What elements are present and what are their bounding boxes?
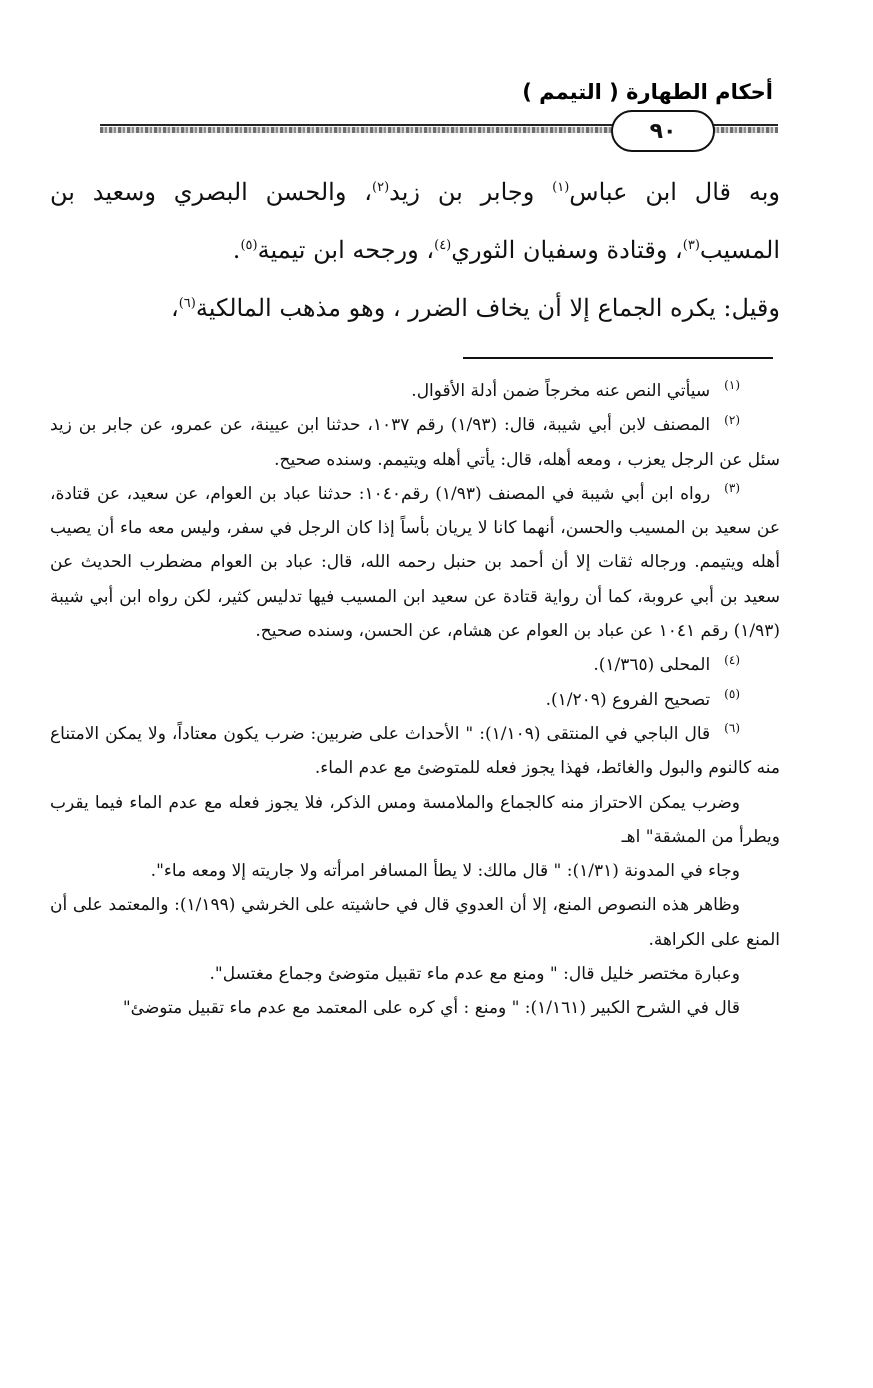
footnote-ref: (٦) <box>178 296 196 311</box>
footnote-text: المحلى (١/٣٦٥). <box>593 655 711 676</box>
footnote-text: قال الباجي في المنتقى (١/١٠٩): " الأحداث على ضربين: ضرب يكون معتاداً، ولا يمكن الامتناع منه كالنوم والبول والغائط، فهذا يجوز فعله للمتوضئ مع عدم الماء. <box>50 723 780 779</box>
footnote <box>50 408 780 477</box>
footnote <box>50 683 780 717</box>
footnote-ref: (٢) <box>372 180 390 195</box>
footnote-continuation: وجاء في المدونة (١/٣١): " قال مالك: لا يطأ المسافر امرأته ولا جاريته إلا ومعه ماء". <box>150 861 740 882</box>
footnote <box>50 648 780 682</box>
footnote-ref: (٤) <box>434 238 452 253</box>
text-run: ، والحسن البصري وسعيد بن المسيب <box>50 178 780 264</box>
footnote-text: تصحيح الفروع (١/٢٠٩). <box>545 689 711 710</box>
footnote-separator <box>463 357 773 359</box>
text-run: ، وقتادة وسفيان الثوري <box>451 236 683 264</box>
footnote-number: (٣) <box>724 481 740 496</box>
text-run: ، ورجحه ابن تيمية <box>257 236 435 264</box>
footnote-text: سيأتي النص عنه مخرجاً ضمن أدلة الأقوال. <box>411 381 711 401</box>
footnote-ref: (٣) <box>682 238 700 253</box>
footnote <box>50 374 780 408</box>
text-run: وجابر بن زيد <box>389 178 553 206</box>
text-run: . <box>232 236 241 264</box>
footnote-number: (٤) <box>724 652 740 667</box>
text-run: ، <box>170 294 179 322</box>
footnote-text: رواه ابن أبي شيبة في المصنف (١/٩٣) رقم١٠٤٠: حدثنا عباد بن العوام، عن سعيد، عن قتادة، عن سعيد بن المسيب والحسن، أنهما كانا لا يريان بأساً إذا كان الرجل في سفر، وليس معه ماء أن يصيب أهله ويتيمم. ورجاله ثقات إلا أن أحمد بن حنبل رحمه الله، قال: عباد بن العوام مضطرب الحديث عن سعيد بن أبي عروبة، كما أن رواية قتادة عن سعيد ابن المسيب فيها تدليس كثير، لكن رواه ابن أبي شيبة (١/٩٣) رقم ١٠٤١ عن عباد بن العوام عن هشام، عن الحسن، وسنده صحيح. <box>50 483 780 642</box>
footnote <box>50 717 780 786</box>
main-paragraph <box>50 163 780 279</box>
main-paragraph <box>50 279 780 337</box>
footnote-continuation: وضرب يمكن الاحتراز منه كالجماع والملامسة ومس الذكر، فلا يجوز فعله مع عدم الماء فيما يقرب ويطرأ من المشقة" اهـ <box>50 792 780 847</box>
footnote-ref: (٥) <box>240 238 258 253</box>
footnote-text: المصنف لابن أبي شيبة، قال: (١/٩٣) رقم ١٠٣٧، حدثنا ابن عيينة، عن عمرو، عن جابر بن زيد سئل عن الرجل يعزب ، ومعه أهله، قال: يأتي أهله ويتيمم. وسنده صحيح. <box>50 415 780 470</box>
footnote-number: (٦) <box>724 721 740 736</box>
footnote-number: (١) <box>724 378 740 393</box>
footnote-continuation: قال في الشرح الكبير (١/١٦١): " ومنع : أي كره على المعتمد مع عدم ماء تقبيل متوضئ" <box>122 998 740 1019</box>
footnote-continuation: وعبارة مختصر خليل قال: " ومنع مع عدم ماء تقبيل متوضئ وجماع مغتسل". <box>209 964 740 985</box>
footnote-ref: (١) <box>552 180 570 195</box>
page-number: ٩٠ <box>611 110 715 152</box>
footnote-continuation: وظاهر هذه النصوص المنع، إلا أن العدوي قال في حاشيته على الخرشي (١/١٩٩): والمعتمد على أن المنع على الكراهة. <box>50 895 780 950</box>
footnote-number: (٥) <box>724 687 740 702</box>
text-run: وقيل: يكره الجماع إلا أن يخاف الضرر ، وهو مذهب المالكية <box>195 294 780 322</box>
text-run: وبه قال ابن عباس <box>569 178 780 206</box>
main-text <box>50 163 780 337</box>
footnote <box>50 477 780 648</box>
running-title: أحكام الطهارة ( التيمم ) <box>522 80 773 104</box>
footnote-number: (٢) <box>724 412 740 427</box>
footnotes <box>50 374 780 1026</box>
